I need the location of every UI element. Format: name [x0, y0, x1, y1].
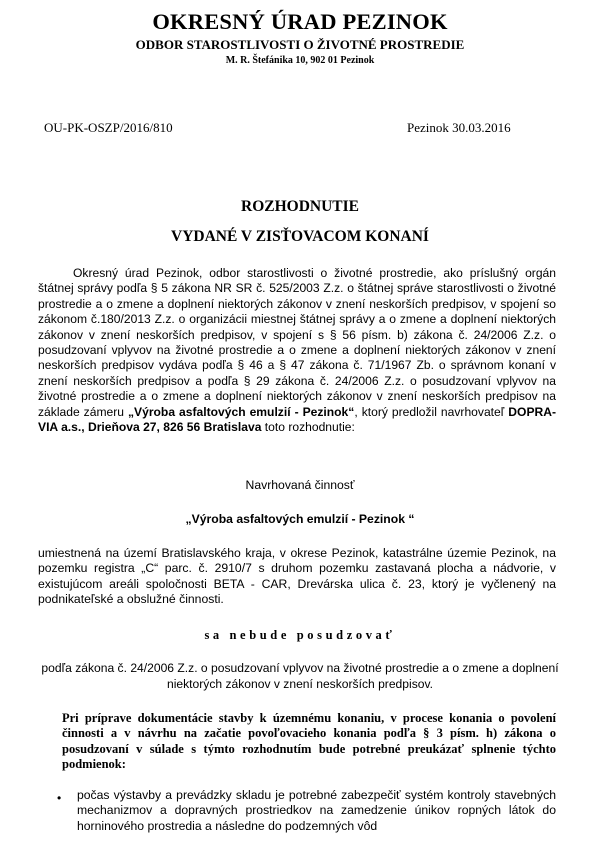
intro-paragraph: [38, 266, 556, 435]
decision-title: ROZHODNUTIE: [241, 198, 359, 215]
project-name-quoted: „Výroba asfaltových emulzií - Pezinok“: [128, 404, 355, 419]
condition-bullet: •: [57, 791, 62, 805]
verdict-basis-line-1: podľa zákona č. 24/2006 Z.z. o posudzovaní vplyvov na životné prostredie a o zmene a doplnení: [41, 661, 559, 675]
intro-text: Okresný úrad Pezinok, odbor starostlivosti o životné prostredie, ako príslušný orgán štátnej správy podľa § 5 zákona NR SR č. 525/2003 Z.z. o štátnej správe starostlivosti o životné prostredie a o zmene a doplnení niektorých zákonov v znení neskorších predpisov, v spojení so zákonom č.180/2013 Z.z. o organizácii miestnej štátnej správy a o zmene a doplnení niektorých zákonov v znení neskorších predpisov, v spojení s § 56 písm. b) zákona č. 24/2006 Z.z. o posudzovaní vplyvov na životné prostredie a o zmene a doplnení niektorých zákonov v znení neskorších predpisov vydáva podľa § 46 a § 47 zákona č. 71/1967 Zb. o správnom konaní v znení neskorších predpisov a podľa § 29 zákona č. 24/2006 Z.z. o posudzovaní vplyvov na životné prostredie a o zmene a doplnení niektorých zákonov v znení neskorších predpisov na základe zámeru: [38, 266, 556, 419]
reference-number: OU-PK-OSZP/2016/810: [44, 120, 173, 135]
verdict: sa nebude posudzovať: [204, 628, 396, 642]
office-address: M. R. Štefánika 10, 902 01 Pezinok: [225, 55, 375, 66]
conditions-intro: Pri príprave dokumentácie stavby k územnému konaniu, v procese konania o povolení činnosti a v návrhu na začatie povoľovacieho konania podľa § 3 písm. h) zákona o posudzovaní v súlade s týmto rozhodnutím bude potrebné preukázať splnenie týchto podmienok:: [62, 711, 556, 772]
department-name: ODBOR STAROSTLIVOSTI O ŽIVOTNÉ PROSTREDIE: [135, 37, 465, 52]
intro-text-3: toto rozhodnutie:: [261, 420, 355, 435]
location-paragraph: umiestnená na území Bratislavského kraja, v okrese Pezinok, katastrálne územie Pezinok, na pozemku registra „C“ parc. č. 2910/7 s druhom pozemku zastavaná plocha a nádvorie, v existujúcom areáli spoločnosti BETA - CAR, Drevárska ulica č. 23, ktorý je vyčlenený na podnikateľské a obslužné činnosti.: [38, 546, 556, 607]
verdict-basis-line-2: niektorých zákonov v znení neskorších predpisov.: [167, 677, 433, 691]
condition-item: počas výstavby a prevádzky skladu je potrebné zabezpečiť systém kontroly stavebných mechanizmov a dopravných prostriedkov na zamedzenie únikov ropných látok do horninového prostredia a následne do podzemných vôd: [77, 788, 556, 833]
proposer-name: DOPRA-VIA a.s., Drieňova 27, 826 56 Bratislava: [38, 404, 556, 435]
intro-text-2: , ktorý predložil navrhovateľ: [354, 404, 509, 419]
decision-subtitle: VYDANÉ V ZISŤOVACOM KONANÍ: [171, 228, 429, 245]
place-and-date: Pezinok 30.03.2016: [407, 120, 511, 135]
office-name: OKRESNÝ ÚRAD PEZINOK: [152, 9, 448, 34]
proposed-activity-name: „Výroba asfaltových emulzií - Pezinok “: [185, 512, 415, 526]
proposed-activity-label: Navrhovaná činnosť: [245, 478, 355, 492]
